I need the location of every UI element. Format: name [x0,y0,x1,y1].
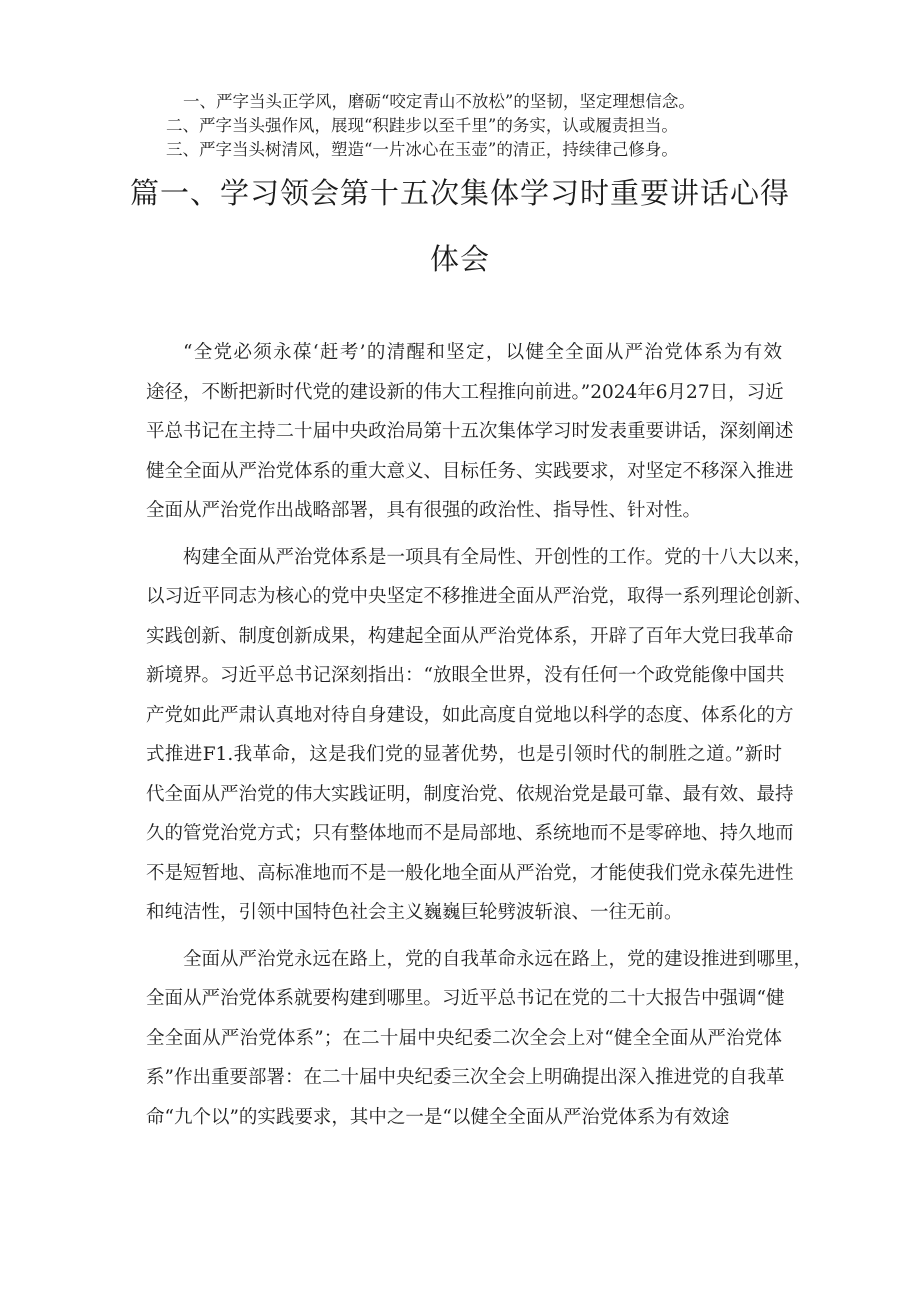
paragraph-3 [146,940,813,1138]
paragraph-line: 全面从严治党作出战略部署，具有很强的政治性、指导性、针对性。 [146,500,702,521]
paragraph-line: 产党如此严肃认真地对待自身建设，如此高度自觉地以科学的态度、体系化的方 [146,704,794,726]
paragraph-line: 健全全面从严治党体系的重大意义、目标任务、实践要求，对坚定不移深入推进 [146,460,794,482]
paragraph-line: 不是短暂地、高标准地而不是一般化地全面从严治党，才能使我们党永葆先进性 [146,862,794,884]
paragraph-line: 代全面从严治党的伟大实践证明，制度治党、依规治党是最可靠、最有效、最持 [146,783,794,805]
paragraph-line: 式推进F1.我革命，这是我们党的显著优势，也是引领时代的制胜之道。”新时 [146,744,782,765]
paragraph-line: 实践创新、制度创新成果，构建起全面从严治党体系，开辟了百年大党曰我革命 [146,625,794,647]
paragraph-line: 全面从严治党永远在路上，党的自我革命永远在路上，党的建设推进到哪里， [183,948,813,970]
paragraph-line: 以习近平同志为核心的党中央坚定不移推进全面从严治党，取得一系列理论创新、 [146,586,813,607]
table-of-contents [0,90,920,162]
paragraph-line: 和纯洁性，引领中国特色社会主义巍巍巨轮劈波斩浪、一往无前。 [146,902,683,923]
title-line-2: 体会 [429,242,490,276]
toc-item-3: 三、严字当头树清风，塑造“一片冰心在玉壶”的清正，持续律己修身。 [166,140,678,159]
toc-item-2: 二、严字当头强作风，展现“积跬步以至千里”的务实，认或履责担当。 [166,116,678,135]
paragraph-line: 全面从严治党体系就要构建到哪里。习近平总书记在党的二十大报告中强调“健 [146,988,785,1009]
paragraph-line: 全全面从严治党体系”；在二十届中央纪委二次全会上对“健全全面从严治党体 [146,1027,782,1049]
paragraph-line: 构建全面从严治党体系是一项具有全局性、开创性的工作。党的十八大以来， [183,546,813,568]
paragraph-line: 系”作出重要部署：在二十届中央纪委三次全会上明确提出深入推进党的自我革 [146,1067,785,1088]
paragraph-line: 久的管党治党方式；只有整体地而不是局部地、系统地而不是零碎地、持久地而 [146,823,794,844]
paragraph-line: 新境界。习近平总书记深刻指出：“放眼全世界，没有任何一个政党能像中国共 [146,665,785,686]
title-line-1: 篇一、学习领会第十五次集体学习时重要讲话心得 [129,176,790,210]
paragraph-line: 平总书记在主持二十届中央政治局第十五次集体学习时发表重要讲话，深刻阐述 [146,421,794,442]
paragraph-line: “全党必须永葆‘赶考’的清醒和坚定，以健全全面从严治党体系为有效 [183,342,782,363]
article-body [146,333,813,1137]
paragraph-2 [146,538,813,933]
paragraph-1 [146,333,794,531]
article-title [0,160,920,292]
toc-item-1: 一、严字当头正学风，磨砺“咬定青山不放松”的坚韧，坚定理想信念。 [183,92,695,111]
paragraph-line: 命“九个以”的实践要求，其中之一是“以健全全面从严治党体系为有效途 [146,1106,730,1128]
paragraph-line: 途径，不断把新时代党的建设新的伟大工程推向前进。”2024年6月27日，习近 [146,381,784,403]
